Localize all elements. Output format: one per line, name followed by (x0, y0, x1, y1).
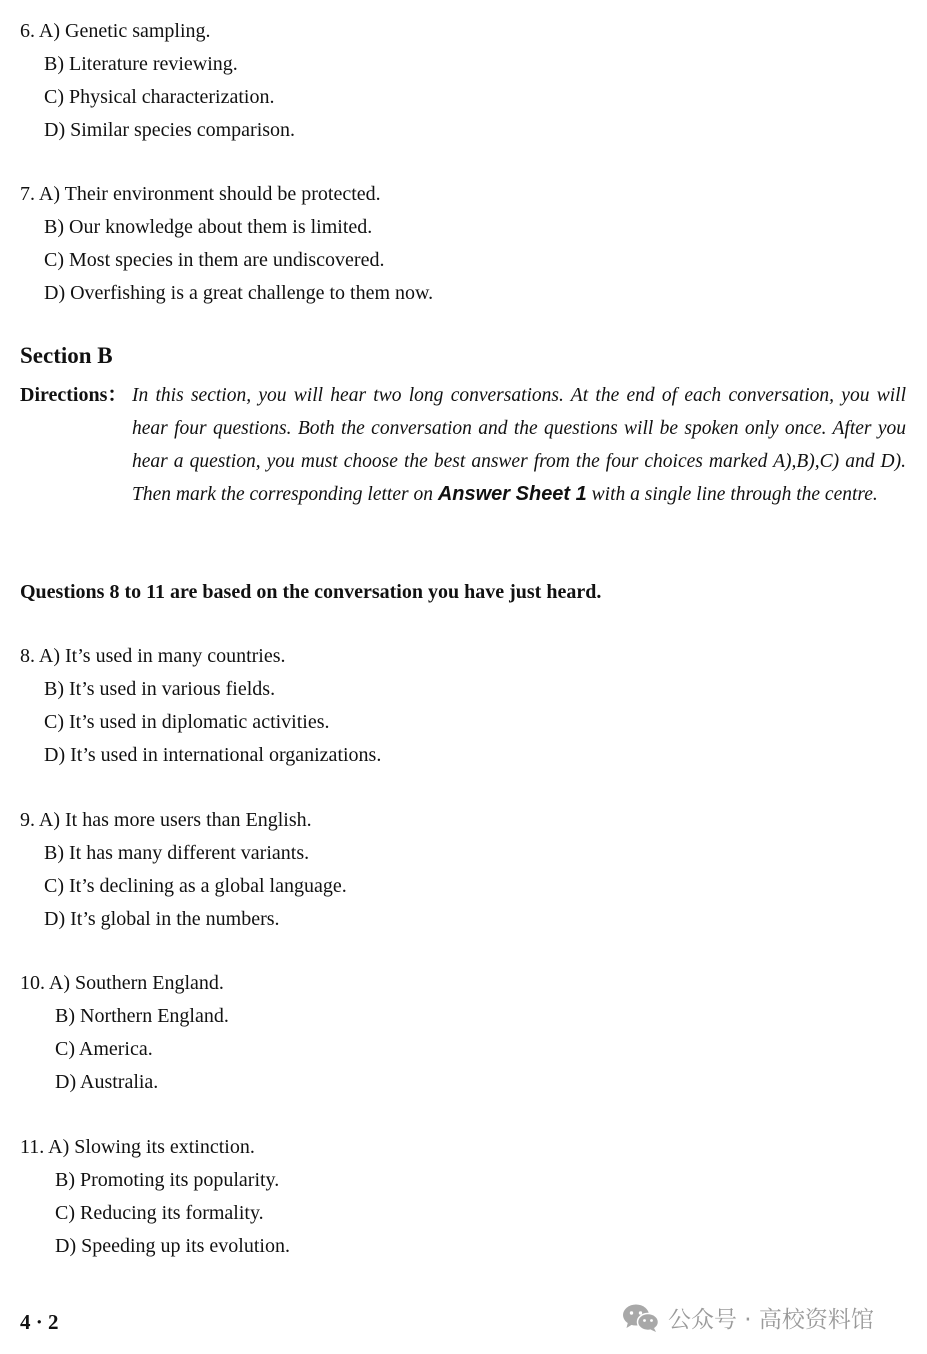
question-6 (20, 15, 295, 147)
question-11 (20, 1131, 290, 1263)
question-11-option-d: D) Speeding up its evolution. (55, 1235, 290, 1257)
question-group-heading: Questions 8 to 11 are based on the conversation you have just heard. (20, 581, 602, 603)
question-9-option-b: B) It has many different variants. (44, 842, 310, 864)
question-8-option-c: C) It’s used in diplomatic activities. (44, 711, 330, 733)
question-11-option-a: 11. A) Slowing its extinction. (20, 1136, 255, 1158)
question-7-option-b: B) Our knowledge about them is limited. (44, 216, 373, 238)
question-number: 9. (20, 809, 35, 831)
question-11-option-b: B) Promoting its popularity. (55, 1169, 280, 1191)
question-8-option-a: 8. A) It’s used in many countries. (20, 645, 286, 667)
question-7 (20, 178, 433, 310)
watermark-text: 公众号 · 高校资料馆 (668, 1307, 874, 1333)
wechat-icon (622, 1303, 660, 1333)
directions-text: In this section, you will hear two long conversations. At the end of each conversation, you will hear four questions. Both the conversation and the questions will be spoken only once. After you hear a question, you must choose the best answer from the four choices marked A),B),C) and D). Then mark the corresponding letter on Answer Sheet 1 with a single line through the centre. (132, 385, 906, 505)
question-6-option-b: B) Literature reviewing. (44, 53, 238, 75)
question-6-option-c: C) Physical characterization. (44, 86, 275, 108)
question-10-option-d: D) Australia. (55, 1071, 159, 1093)
question-8-option-b: B) It’s used in various fields. (44, 678, 276, 700)
question-9 (20, 804, 347, 936)
question-10-option-c: C) America. (55, 1038, 153, 1060)
question-number: 7. (20, 183, 35, 205)
answer-sheet-reference: Answer Sheet 1 (437, 483, 587, 505)
question-6-option-a: 6. A) Genetic sampling. (20, 20, 211, 42)
question-8 (20, 640, 381, 772)
question-number: 6. (20, 20, 35, 42)
question-number: 8. (20, 645, 35, 667)
page-number: 4 · 2 (20, 1310, 59, 1334)
question-number: 10. (20, 972, 45, 994)
question-10-option-a: 10. A) Southern England. (20, 972, 224, 994)
question-10 (20, 967, 229, 1099)
question-7-option-a: 7. A) Their environment should be protected. (20, 183, 381, 205)
question-11-option-c: C) Reducing its formality. (55, 1202, 264, 1224)
watermark (622, 1301, 874, 1334)
question-9-option-c: C) It’s declining as a global language. (44, 875, 347, 897)
question-7-option-c: C) Most species in them are undiscovered. (44, 249, 385, 271)
question-number: 11. (20, 1136, 45, 1158)
question-8-option-d: D) It’s used in international organizations. (44, 744, 382, 766)
question-9-option-d: D) It’s global in the numbers. (44, 908, 280, 930)
question-7-option-d: D) Overfishing is a great challenge to them now. (44, 282, 434, 304)
section-title: Section B (20, 343, 113, 368)
question-10-option-b: B) Northern England. (55, 1005, 229, 1027)
question-6-option-d: D) Similar species comparison. (44, 119, 296, 141)
question-9-option-a: 9. A) It has more users than English. (20, 809, 312, 831)
directions-label: Directions： (20, 384, 128, 406)
